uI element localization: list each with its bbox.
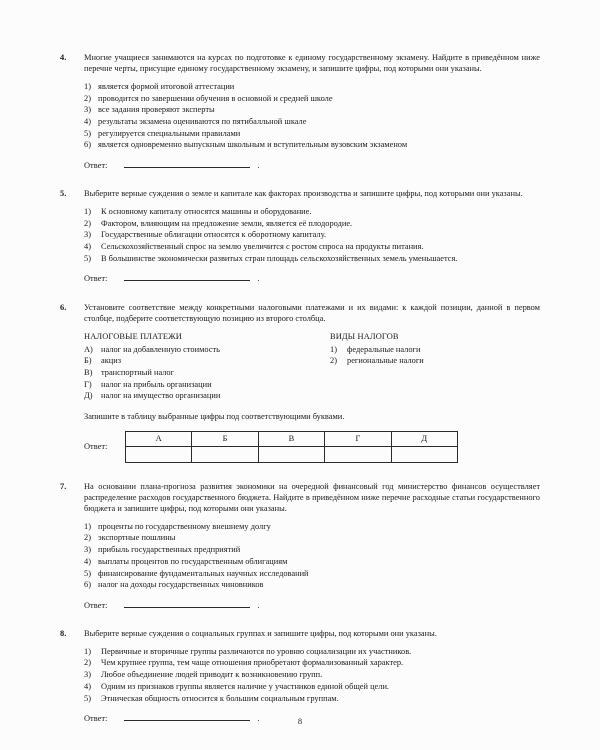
- item-marker: В): [84, 367, 93, 377]
- option-item: [84, 218, 540, 230]
- list-item: [84, 379, 330, 391]
- item-text: транспортный налог: [101, 367, 175, 377]
- column-heading: ВИДЫ НАЛОГОВ: [330, 331, 399, 341]
- option-text: результаты экзамена оцениваются по пятибалльной шкале: [98, 116, 307, 126]
- item-marker: А): [84, 344, 93, 354]
- item-marker: Б): [84, 356, 92, 366]
- matching-left-column: [84, 331, 330, 403]
- option-marker: 1): [84, 646, 91, 656]
- task-number: 8.: [60, 629, 67, 639]
- table-header-cell: А: [126, 431, 192, 446]
- answer-period: .: [257, 714, 260, 724]
- option-marker: 4): [84, 241, 91, 251]
- option-text: регулируется специальными правилами: [98, 128, 241, 138]
- option-list: [84, 206, 540, 265]
- option-marker: 2): [84, 533, 91, 543]
- spacer: [60, 171, 540, 188]
- option-marker: 3): [84, 545, 91, 555]
- task-number: 5.: [60, 189, 67, 199]
- table-answer-cell[interactable]: [126, 446, 192, 462]
- matching-columns: [84, 331, 540, 403]
- option-text: Сельскохозяйственный спрос на землю увеличится с ростом спроса на продукты питания.: [101, 241, 424, 251]
- option-marker: 1): [84, 81, 91, 91]
- task-stem: Установите соответствие между конкретными налоговыми платежами и их видами: к каждой позиции, данной в первом столбце, подберите соответствующую позицию из второго столбца.: [84, 302, 540, 324]
- table-header-cell: Г: [325, 431, 391, 446]
- option-list: [84, 81, 540, 151]
- option-marker: 5): [84, 568, 91, 578]
- option-marker: 2): [84, 658, 91, 668]
- answer-label: Ответ:: [84, 600, 108, 610]
- column-heading: НАЛОГОВЫЕ ПЛАТЕЖИ: [84, 331, 182, 341]
- option-marker: 5): [84, 253, 91, 263]
- option-item: [84, 669, 540, 681]
- left-item-list: [84, 344, 330, 403]
- answer-label: Ответ:: [84, 714, 108, 724]
- list-item: [330, 344, 540, 356]
- option-item: [84, 206, 540, 218]
- item-text: налог на имущество организации: [101, 391, 221, 401]
- task-5: [60, 188, 540, 284]
- answer-blank[interactable]: [124, 600, 250, 608]
- answer-label: Ответ:: [84, 274, 108, 284]
- option-marker: 2): [84, 218, 91, 228]
- item-text: налог на добавленную стоимость: [101, 344, 220, 354]
- answer-period: .: [257, 274, 260, 284]
- list-item: [84, 344, 330, 356]
- option-marker: 2): [84, 93, 91, 103]
- option-text: проводится по завершении обучения в основной и средней школе: [98, 93, 333, 103]
- option-text: финансирование фундаментальных научных исследований: [98, 568, 309, 578]
- option-marker: 6): [84, 140, 91, 150]
- spacer: [60, 463, 540, 481]
- option-item: [84, 241, 540, 253]
- page-number: 8: [297, 717, 303, 726]
- spacer: [60, 285, 540, 302]
- option-item: [84, 693, 540, 705]
- option-marker: 3): [84, 230, 91, 240]
- table-header-cell: В: [258, 431, 324, 446]
- task-8: [60, 628, 540, 724]
- option-marker: 1): [84, 206, 91, 216]
- option-item: [84, 93, 540, 105]
- option-item: [84, 128, 540, 140]
- option-text: является формой итоговой аттестации: [98, 81, 235, 91]
- option-item: [84, 544, 540, 556]
- option-text: является одновременно выпускным школьным и вступительным вузовским экзаменом: [98, 140, 408, 150]
- option-text: Государственные облигации относятся к оборотному капиталу.: [101, 230, 327, 240]
- matching-right-column: [330, 331, 540, 403]
- option-item: [84, 116, 540, 128]
- option-text: налог на доходы государственных чиновников: [98, 580, 264, 590]
- table-header-cell: Д: [391, 431, 457, 446]
- option-item: [84, 579, 540, 591]
- option-text: все задания проверяют эксперты: [98, 105, 215, 115]
- option-marker: 4): [84, 116, 91, 126]
- task-stem: Выберите верные суждения о социальных группах и запишите цифры, под которыми они указаны.: [84, 629, 437, 639]
- option-item: [84, 81, 540, 93]
- answer-table: [125, 431, 458, 463]
- task-6: [60, 302, 540, 463]
- table-header-row: [126, 431, 458, 446]
- list-item: [330, 355, 540, 367]
- table-answer-cell[interactable]: [258, 446, 324, 462]
- task-7: [60, 481, 540, 612]
- task-content: [84, 481, 540, 612]
- option-text: проценты по государственному внешнему долгу: [98, 521, 271, 531]
- table-answer-cell[interactable]: [192, 446, 258, 462]
- table-header-cell: Б: [192, 431, 258, 446]
- answer-blank[interactable]: [124, 160, 250, 168]
- option-text: экспортные пошлины: [98, 533, 176, 543]
- task-number: 4.: [60, 53, 67, 62]
- item-text: акциз: [101, 356, 122, 366]
- option-marker: 6): [84, 580, 91, 590]
- table-instruction: Запишите в таблицу выбранные цифры под соответствующими буквами.: [84, 412, 345, 422]
- option-item: [84, 104, 540, 116]
- table-answer-cell[interactable]: [391, 446, 457, 462]
- option-list: [84, 646, 540, 705]
- answer-line: [84, 160, 540, 171]
- item-marker: 2): [330, 356, 337, 366]
- option-marker: 1): [84, 521, 91, 531]
- option-item: [84, 253, 540, 265]
- task-stem: На основании плана-прогноза развития экономики на очередной финансовый год министерство финансов осуществляет распределение расходов государственного бюджета. Найдите в приведённом ниже перечне расходные статьи государственного бюджета и запишите цифры, под которыми они указаны.: [84, 481, 540, 514]
- option-item: [84, 521, 540, 533]
- option-item: [84, 646, 540, 658]
- option-text: К основному капиталу относятся машины и оборудование.: [101, 206, 312, 216]
- task-number: 6.: [60, 302, 67, 312]
- option-item: [84, 139, 540, 151]
- task-stem: Выберите верные суждения о земле и капитале как факторах производства и запишите цифры, под которыми они указаны.: [84, 189, 523, 199]
- list-item: [84, 390, 330, 402]
- option-text: Любое объединение людей приводит к возникновению групп.: [101, 670, 323, 680]
- task-stem: Многие учащиеся занимаются на курсах по подготовке к единому государственному экзамену. Найдите в приведённом ниже перечне черты, присущие единому государственному экзамену, и запишите цифры, под которыми они указаны.: [84, 53, 540, 74]
- option-item: [84, 532, 540, 544]
- task-number: 7.: [60, 481, 67, 491]
- option-list: [84, 521, 540, 591]
- item-marker: 1): [330, 344, 337, 354]
- answer-period: .: [257, 600, 260, 610]
- item-marker: Д): [84, 391, 93, 401]
- list-item: [84, 367, 330, 379]
- answer-line: [84, 600, 540, 611]
- task-content: [84, 188, 540, 284]
- answer-blank[interactable]: [124, 273, 250, 281]
- option-text: Фактором, влияющим на предложение земли, является её плодородие.: [101, 218, 353, 228]
- right-item-list: [330, 344, 540, 367]
- item-text: региональные налоги: [347, 356, 424, 366]
- option-text: Одним из признаков группы является наличие у участников единой общей цели.: [101, 681, 390, 691]
- option-text: выплаты процентов по государственным облигациям: [98, 556, 288, 566]
- option-item: [84, 568, 540, 580]
- option-marker: 3): [84, 670, 91, 680]
- option-text: прибыль государственных предприятий: [98, 545, 241, 555]
- item-text: налог на прибыль организации: [101, 379, 212, 389]
- answer-line: [84, 273, 540, 284]
- option-marker: 4): [84, 556, 91, 566]
- option-item: [84, 556, 540, 568]
- task-4: [60, 52, 540, 171]
- answer-label: Ответ:: [84, 161, 108, 171]
- option-text: Чем крупнее группа, тем чаще отношения приобретают формализованный характер.: [101, 658, 404, 668]
- answer-label: Ответ:: [84, 442, 108, 451]
- item-text: федеральные налоги: [347, 344, 421, 354]
- list-item: [84, 355, 330, 367]
- option-text: Этническая общность относится к большим социальным группам.: [101, 693, 339, 703]
- option-marker: 4): [84, 681, 91, 691]
- option-text: Первичные и вторичные группы различаются по уровню социализации их участников.: [101, 646, 412, 656]
- table-answer-cell[interactable]: [325, 446, 391, 462]
- option-text: В большинстве экономически развитых стран площадь сельскохозяйственных земель уменьшается.: [101, 253, 458, 263]
- spacer: [60, 611, 540, 628]
- answer-period: .: [257, 161, 260, 171]
- task-content: [84, 302, 540, 463]
- answer-table-row: [84, 431, 540, 463]
- option-marker: 5): [84, 693, 91, 703]
- task-content: [84, 628, 540, 724]
- table-row: [126, 446, 458, 462]
- option-item: [84, 681, 540, 693]
- option-item: [84, 657, 540, 669]
- option-marker: 5): [84, 128, 91, 138]
- option-item: [84, 229, 540, 241]
- task-content: [84, 52, 540, 171]
- item-marker: Г): [84, 379, 92, 389]
- option-marker: 3): [84, 105, 91, 115]
